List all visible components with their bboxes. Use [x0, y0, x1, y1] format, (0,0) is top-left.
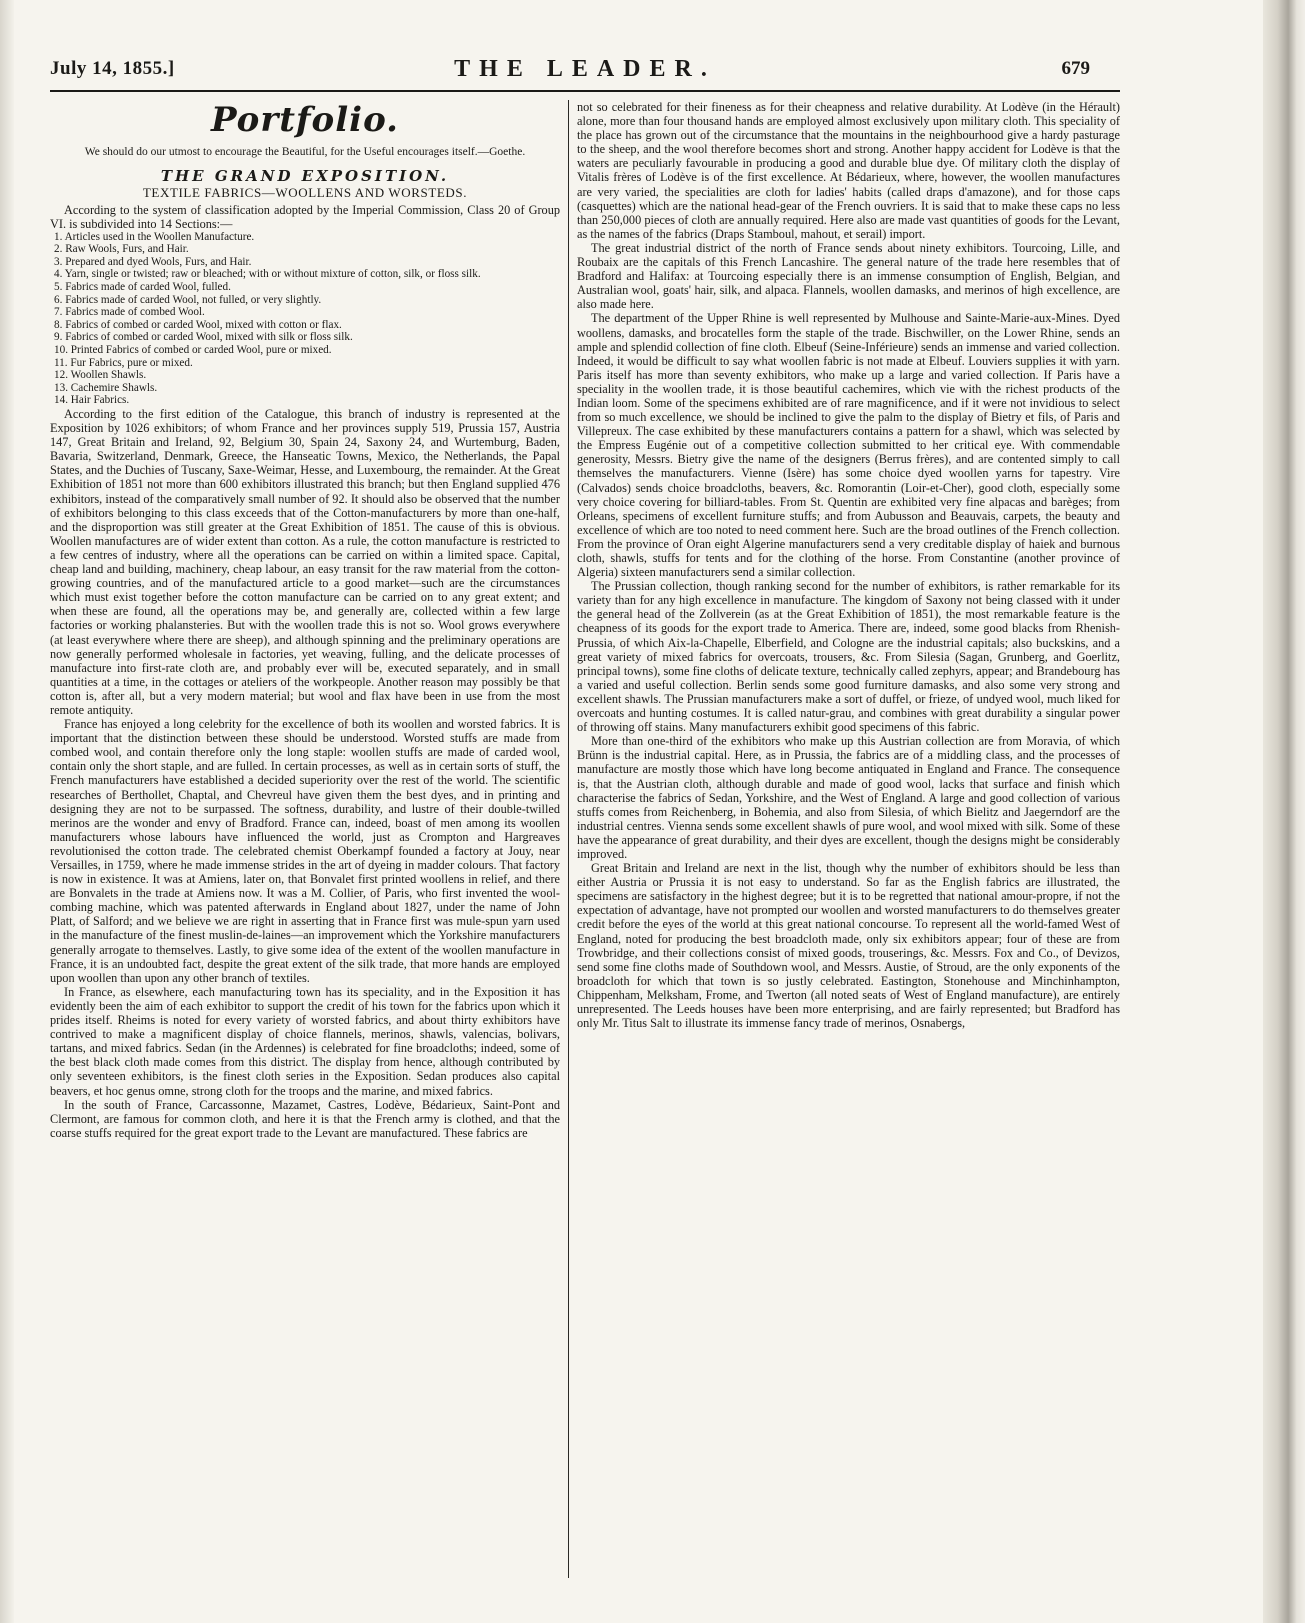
article-title: THE GRAND EXPOSITION.: [160, 166, 450, 185]
body-paragraph: In France, as elsewhere, each manufacturing town has its speciality, and in the Exposition it has evidently been the aim of each exhibitor to support the credit of his town for the fabrics upon which it prides itself. Rheims is noted for every variety of worsted fabrics, and about thirty exhibitors have contrived to make a magnificent display of choice flannels, merinos, shawls, valencias, bolivars, tartans, and mixed fabrics. Sedan (in the Ardennes) is celebrated for fine broadcloths; indeed, some of the best black cloth made comes from this district. The display from hence, although contributed by only seventeen exhibitors, is the finest cloth series in the Exposition. Sedan produces also capital beavers, et hoc genus omne, strong cloth for the troops and the marine, and mixed fabrics.: [50, 984, 560, 1098]
section-list-item: 5. Fabrics made of carded Wool, fulled.: [54, 281, 231, 294]
body-paragraph: More than one-third of the exhibitors who make up this Austrian collection are from Moravia, of which Brünn is the industrial capital. Here, as in Prussia, the fabrics are of a middling class, and the processes of manufacture are mostly those which have long become antiquated in England and France. The consequence is, that the Austrian cloth, although durable and made of good wool, lacks that surface and finish which characterise the fabrics of Sedan, Yorkshire, and the West of England. A large and good collection of various stuffs comes from Reichenberg, in Bohemia, and also from Silesia, of which Bielitz and Jaegerndorf are the industrial centres. Vienna sends some excellent shawls of pure wool, and wool mixed with silk. Some of these have the appearance of great durability, and their dyes are excellent, though the designs might be considerably improved.: [577, 734, 1120, 861]
body-paragraph: not so celebrated for their fineness as for their cheapness and relative durability. At Lodève (in the Hérault) alone, more than four thousand hands are employed almost exclusively upon military cloth. This speciality of the place has grown out of the circumstance that the mountains in the neighbourhood give a hardy pasturage to the sheep, and the wool therefore becomes short and strong. Another happy accident for Lodève is that the waters are peculiarly favourable in producing a good and durable blue dye. Of military cloth the display of Vitalis frères of Lodève is of the first excellence. At Bédarieux, where, however, the woollen manufactures are very varied, the specialities are cloth for ladies' habits (called draps d'amazone), and for those caps (casquettes) which are the national head-gear of the French ouvriers. It is said that to make these caps no less than 250,000 pieces of cloth are annually required. Here also are made vast quantities of goods for the Levant, as the names of the fabrics (Draps Stamboul, mahout, et serail) import.: [577, 100, 1120, 241]
section-list-item: 13. Cachemire Shawls.: [54, 381, 158, 394]
masthead-rule: [50, 90, 1120, 92]
scan-shadow-left: [0, 0, 14, 1623]
issue-date: July 14, 1855.]: [50, 58, 175, 79]
newspaper-page: [50, 44, 1120, 1584]
body-paragraph: The great industrial district of the north of France sends about ninety exhibitors. Tourcoing, Lille, and Roubaix are the capitals of this French Lancashire. The general nature of the trade here resembles that of Bradford and Halifax: at Tourcoing especially there is an immense consumption of English, Belgian, and Australian wool, goats' hair, silk, and alpaca. Flannels, woollen damasks, and merinos of high excellence, are also made here.: [577, 240, 1120, 312]
section-list-item: 8. Fabrics of combed or carded Wool, mixed with cotton or flax.: [54, 318, 342, 331]
article-intro: According to the system of classification adopted by the Imperial Commission, Class 20 of Group VI. is subdivided into 14 Sections:—: [50, 202, 560, 231]
page-number: 679: [1061, 58, 1090, 79]
left-column: [50, 100, 560, 1140]
section-list-item: 11. Fur Fabrics, pure or mixed.: [54, 356, 193, 369]
body-paragraph: The department of the Upper Rhine is well represented by Mulhouse and Sainte-Marie-aux-Mines. Dyed woollens, damasks, and brocatelles form the staple of the trade. Bischwiller, on the Lower Rhine, sends an ample and splendid collection of fine cloth. Elbeuf (Seine-Inférieure) sends an immense and varied collection. Indeed, it would be difficult to say what woollen fabric is not made at Elbeuf. Louviers supplies it with yarn. Paris itself has more than seventy exhibitors, who make up a large and varied collection. If Paris have a speciality in the woollen trade, it is those beautiful cachemires, which vie with the richest products of the Indian loom. Some of the specimens exhibited are of rare magnificence, and if it were not invidious to select from so much excellence, we should be inclined to give the palm to the display of Bietry et fils, of Paris and Villepreux. The case exhibited by these manufacturers contains a pattern for a shawl, which was selected by the Empress Eugénie out of a competitive collection submitted to her critical eye. With commendable generosity, Messrs. Bietry give the name of the designers (Berrus frères), and are contented simply to call themselves the manufacturers. Vienne (Isère) has some choice dyed woollen yarns for tapestry. Vire (Calvados) sends choice broadcloths, beavers, &c. Romorantin (Loir-et-Cher), good cloth, especially some very choice covering for billiard-tables. From St. Quentin are exhibited very fine alpacas and barèges; from Orleans, specimens of excellent furniture stuffs; and from Aubusson and Beauvais, carpets, the beauty and excellence of which are too noted to need comment here. Such are the broad outlines of the French collection. From the province of Oran eight Algerine manufacturers send a very creditable display of haiek and burnous cloth, shawls, stuffs for tents and for the clothing of the horse. From Constantine (another province of Algeria) sixteen manufacturers send a similar collection.: [577, 311, 1120, 580]
scan-shadow-right: [1263, 0, 1305, 1623]
article-subtitle: TEXTILE FABRICS—WOOLLENS AND WORSTEDS.: [142, 184, 468, 200]
paper-title: THE LEADER.: [454, 56, 716, 82]
section-list-item: 12. Woollen Shawls.: [54, 369, 147, 382]
body-paragraph: According to the first edition of the Catalogue, this branch of industry is represented at the Exposition by 1026 exhibitors; of whom France and her provinces supply 519, Prussia 157, Austria 147, Great Britain and Ireland, 92, Belgium 30, Spain 24, Saxony 24, and Wurtemburg, Baden, Bavaria, Switzerland, Denmark, Greece, the Hanseatic Towns, Mexico, the Netherlands, the Papal States, and the Duchies of Tuscany, Saxe-Weimar, Hesse, and Luxembourg, the remainder. At the Great Exhibition of 1851 not more than 600 exhibitors illustrated this branch; but then England supplied 476 exhibitors, instead of the comparatively small number of 92. It should also be observed that the number of exhibitors belonging to this class exceeds that of the Cotton-manufacturers by more than one-half, and the disproportion was still greater at the Great Exhibition of 1851. The cause of this is obvious. Woollen manufactures are of wider extent than cotton. As a rule, the cotton manufacture is restricted to a few centres of industry, where all the operations can be carried on within a limited space. Capital, cheap land and building, machinery, cheap labour, an easy transit for the raw material from the cotton-growing countries, and of the manufactured article to a good market—such are the circumstances which must exist together before the cotton manufacture can be carried on to any great extent; and when these are found, all the operations may be, and generally are, collected within a few large factories or working phalansteries. But with the woollen trade this is not so. Wool grows everywhere (at least everywhere where there are sheep), and although spinning and the preliminary operations are now generally performed wholesale in factories, yet weaving, fulling, and the delicate processes of manufacture into first-rate cloth are, and probably ever will be, executed separately, and in small quantities at a time, in the cottages or ateliers of the workpeople. Another reason may possibly be that cotton is, after all, but a very modern material; but wool and flax have been in use from the most remote antiquity.: [50, 407, 560, 717]
section-list-item: 3. Prepared and dyed Wools, Furs, and Hair.: [54, 255, 252, 268]
body-paragraph: France has enjoyed a long celebrity for the excellence of both its woollen and worsted fabrics. It is important that the distinction between these should be understood. Worsted stuffs are made from combed wool, and contain therefore only the long staple: woollen stuffs are made of carded wool, contain only the short staple, and are fulled. In certain processes, as well as in certain sorts of stuff, the French manufacturers have established a decided superiority over the rest of the world. The scientific researches of Berthollet, Chaptal, and Chevreul have given them the best dyes, and in printing and designing they are not to be surpassed. The softness, durability, and lustre of their double-twilled merinos are the wonder and envy of Bradford. France can, indeed, boast of men among its woollen manufacturers whose labours have influenced the world, just as Crompton and Hargreaves revolutionised the cotton trade. The celebrated chemist Oberkampf founded a factory at Jouy, near Versailles, in 1759, where he made immense strides in the art of dyeing in madder colours. That factory is now in existence. It was at Amiens, later on, that Bonvalet first printed woollens in relief, and there are Bonvalets in the trade at Amiens now. It was a M. Collier, of Paris, who first invented the wool-combing machine, which was patented afterwards in England about 1827, under the name of John Platt, of Salford; and we believe we are right in asserting that in France first was mule-spun yarn used in the manufacture of the finest muslin-de-laines—an improvement which the Yorkshire manufacturers generally arrogate to themselves. Lastly, to give some idea of the extent of the woollen manufacture in France, it is an undoubted fact, despite the great extent of the silk trade, that more hands are employed upon woollen than upon any other branch of textiles.: [50, 717, 560, 985]
column-divider: [568, 100, 569, 1578]
section-list-item: 10. Printed Fabrics of combed or carded Wool, pure or mixed.: [54, 344, 332, 357]
section-list-item: 14. Hair Fabrics.: [54, 394, 130, 407]
section-list-item: 7. Fabrics made of combed Wool.: [54, 306, 205, 319]
section-list-item: 2. Raw Wools, Furs, and Hair.: [54, 243, 189, 256]
section-list-item: 4. Yarn, single or twisted; raw or bleached; with or without mixture of cotton, silk, or floss silk.: [54, 268, 481, 281]
masthead: [50, 44, 1120, 84]
body-paragraph: Great Britain and Ireland are next in the list, though why the number of exhibitors should be less than either Austria or Prussia it is not easy to understand. So far as the English fabrics are illustrated, the specimens are satisfactory in the highest degree; but it is to be regretted that national amour-propre, if not the expectation of advantage, have not prompted our woollen and worsted manufacturers to do themselves greater credit before the eyes of the world at this great national concourse. To represent all the world-famed West of England, noted for producing the best broadcloth made, only six exhibitors appear; four of these are from Trowbridge, and their collections consist of mixed goods, trouserings, &c. Messrs. Fox and Co., of Devizos, send some fine cloths made of Southdown wool, and Messrs. Austie, of Stroud, are the only exponents of the broadcloth for which that town is so justly celebrated. Eastington, Stonehouse and Minchinhampton, Chippenham, Melksham, Frome, and Twerton (all noted seats of West of England manufacture), are entirely unrepresented. The Leeds houses have been more enterprising, and are fairly represented; but Bradford has only Mr. Titus Salt to illustrate its immense fancy trade of merinos, Osnabergs,: [577, 861, 1120, 1031]
section-list-item: 9. Fabrics of combed or carded Wool, mixed with silk or floss silk.: [54, 331, 353, 344]
body-paragraph: The Prussian collection, though ranking second for the number of exhibitors, is rather remarkable for its variety than for any high excellence in manufacture. The kingdom of Saxony not being classed with it under the general head of the Zollverein (as at the Great Exhibition of 1851), the most remarkable feature is the cheapness of its goods for the export trade to America. There are, indeed, some good blacks from Rhenish-Prussia, of which Aix-la-Chapelle, Elberfield, and Cologne are the industrial capitals; also buckskins, and a great variety of mixed fabrics for overcoats, trousers, &c. From Silesia (Sagan, Grunberg, and Goerlitz, principal towns), some fine cloths of delicate texture, technically called zephyrs, appear; and Brandebourg has a varied and useful collection. Berlin sends some good furniture damasks, and also some very strong and excellent shawls. The Prussian manufacturers make a sort of duffel, or frieze, of undyed wool, much liked for overcoats and hunting costumes. It is called natur-grau, and combines with great durability a singular power of throwing off stains. Many manufacturers exhibit good specimens of this fabric.: [577, 579, 1120, 735]
section-list-item: 6. Fabrics made of carded Wool, not fulled, or very slightly.: [54, 293, 322, 306]
motto: We should do our utmost to encourage the Beautiful, for the Useful encourages itself.—Goethe.: [84, 146, 526, 158]
section-heading-portfolio: Portfolio.: [210, 100, 399, 140]
right-column: [577, 100, 1120, 1030]
section-list: [50, 231, 560, 407]
section-list-item: 1. Articles used in the Woollen Manufacture.: [54, 230, 255, 243]
body-paragraph: In the south of France, Carcassonne, Mazamet, Castres, Lodève, Bédarieux, Saint-Pont and Clermont, are famous for common cloth, and here it is that the French army is clothed, and that the coarse stuffs required for the great export trade to the Levant are manufactured. These fabrics are: [50, 1097, 560, 1140]
